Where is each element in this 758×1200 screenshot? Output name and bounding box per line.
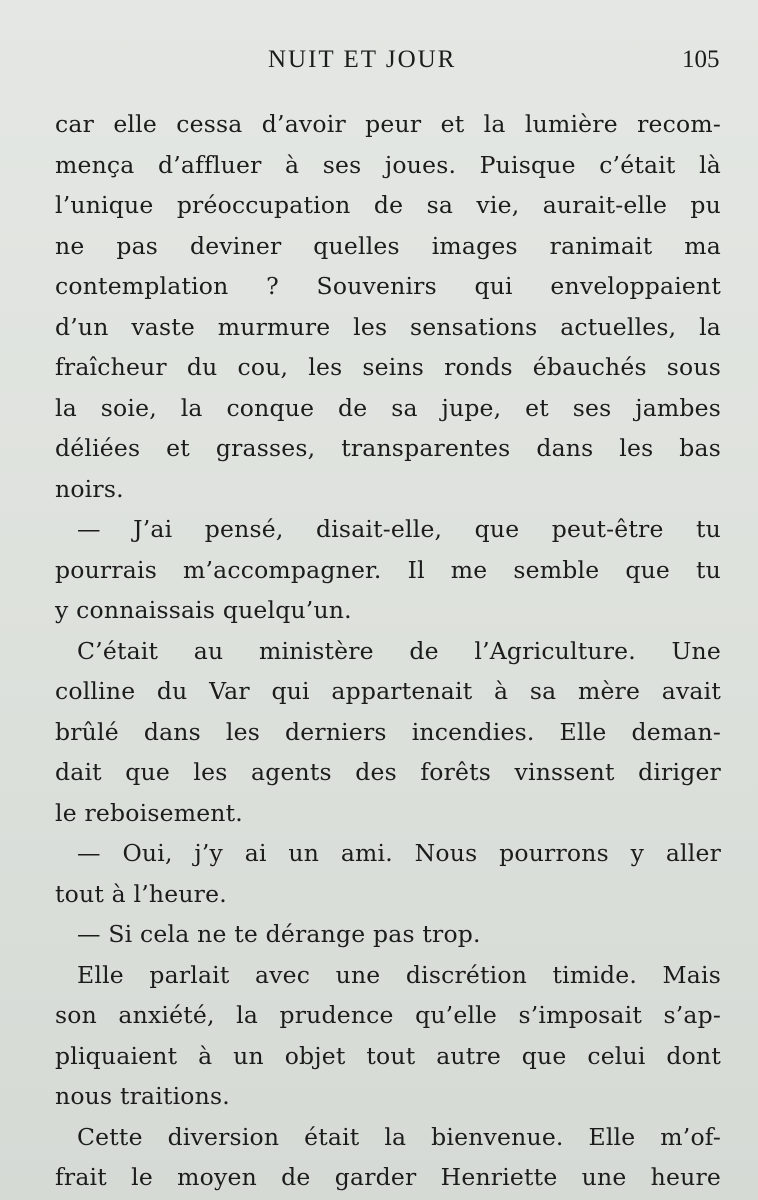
text-line: brûlé dans les derniers incendies. Elle deman- [55, 717, 721, 746]
text-line: dait que les agents des forêts vinssent diriger [55, 758, 721, 786]
text-line: contemplation ? Souvenirs qui enveloppaient [55, 272, 721, 300]
text-line: mença d’affluer à ses joues. Puisque c’était là [55, 150, 721, 179]
text-line: Elle parlait avec une discrétion timide. Mais [77, 960, 721, 989]
text-line: le reboisement. [55, 798, 243, 827]
text-line: nous traitions. [55, 1082, 230, 1110]
text-line: Cette diversion était la bienvenue. Elle m’of- [77, 1122, 721, 1151]
text-line: ne pas deviner quelles images ranimait ma [55, 231, 721, 260]
body-text [55, 104, 721, 1198]
text-line: déliées et grasses, transparentes dans les bas [55, 434, 721, 462]
text-line: la soie, la conque de sa jupe, et ses jambes [55, 393, 721, 422]
running-head [0, 46, 758, 86]
text-line: — Oui, j’y ai un ami. Nous pourrons y aller [77, 839, 721, 867]
text-line: l’unique préoccupation de sa vie, aurait-elle pu [55, 191, 721, 219]
text-line: car elle cessa d’avoir peur et la lumière recom- [55, 110, 721, 138]
text-line: pourrais m’accompagner. Il me semble que tu [55, 555, 721, 584]
text-line: C’était au ministère de l’Agriculture. Une [77, 636, 721, 665]
text-line: fraîcheur du cou, les seins ronds ébauchés sous [55, 353, 721, 381]
text-line: colline du Var qui appartenait à sa mère avait [55, 677, 721, 705]
text-line: — Si cela ne te dérange pas trop. [77, 920, 481, 948]
text-line: son anxiété, la prudence qu’elle s’imposait s’ap- [55, 1001, 721, 1029]
running-title: NUIT ET JOUR [268, 46, 457, 73]
text-line: y connaissais quelqu’un. [55, 596, 352, 624]
text-line: — J’ai pensé, disait-elle, que peut-être tu [77, 515, 721, 543]
text-line: d’un vaste murmure les sensations actuelles, la [55, 312, 721, 341]
text-line: tout à l’heure. [55, 879, 227, 908]
text-line: noirs. [55, 474, 124, 503]
page-number: 105 [682, 46, 720, 73]
text-line: frait le moyen de garder Henriette une heure [55, 1163, 721, 1191]
text-line: pliquaient à un objet tout autre que celui dont [55, 1041, 721, 1070]
